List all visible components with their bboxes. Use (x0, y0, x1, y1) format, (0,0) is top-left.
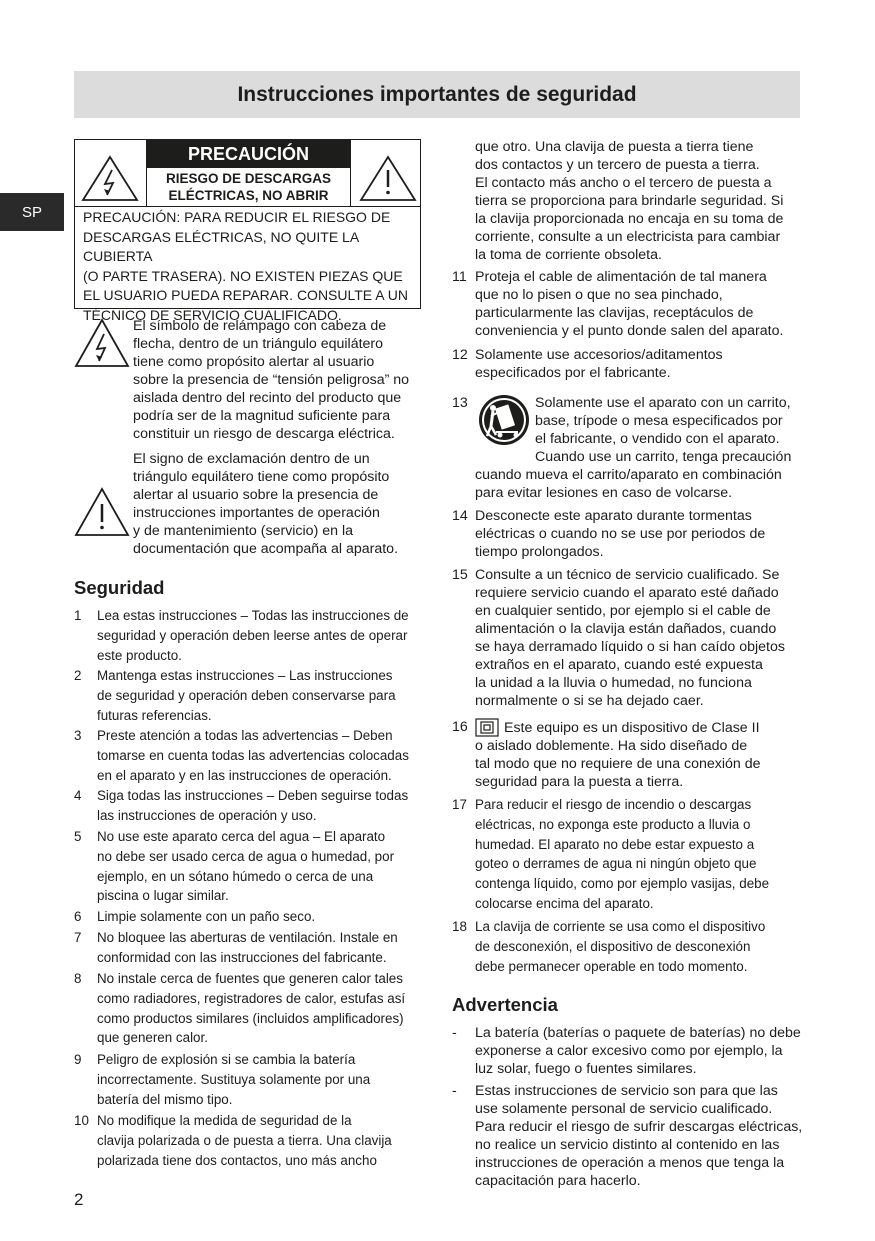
text-line: dos contactos y un tercero de puesta a tierra. (475, 157, 760, 173)
text-line: triángulo equilátero tiene como propósito (133, 469, 390, 485)
item-number: 16 (452, 719, 468, 735)
text-line: No modifique la medida de seguridad de la (97, 1113, 352, 1128)
text-line: colocarse encima del aparato. (475, 895, 654, 911)
text-line: El contacto más ancho o el tercero de puesta a (475, 175, 772, 191)
text-line: eléctricas, no exponga este producto a lluvia o (475, 816, 751, 832)
cart-warning-icon (478, 394, 530, 446)
text-line: ejemplo, en un sótano húmedo o cerca de una (97, 868, 374, 884)
item-number: 12 (452, 347, 468, 363)
text-line: aislada dentro del recinto del producto que (133, 390, 402, 406)
section-heading-advertencia: Advertencia (452, 994, 558, 1015)
item-number: 4 (74, 788, 82, 803)
list-item (452, 795, 812, 914)
caution-sub-line: RIESGO DE DESCARGAS (165, 171, 332, 186)
text-line: tierra se proporciona para brindarle seguridad. Si (475, 193, 784, 209)
text-line: incorrectamente. Sustituya solamente por una (97, 1071, 371, 1087)
text-line: no realice un servicio distinto al contenido en las (475, 1137, 780, 1153)
text-line: tiempo prolongados. (475, 544, 604, 560)
text-line: La clavija de corriente se usa como el dispositivo (475, 919, 766, 934)
text-line: corriente, consulte a un electricista para cambiar (475, 229, 781, 245)
item-10-continuation (475, 138, 805, 264)
item-number: 8 (74, 971, 82, 986)
item-number: 15 (452, 567, 468, 583)
text-line: alimentación o la clavija están dañados, cuando (475, 621, 777, 637)
text-line: se haya derramado líquido o si han caído objetos (475, 639, 785, 655)
item-number: 5 (74, 829, 82, 844)
language-tab: SP (0, 193, 64, 231)
seguridad-list (74, 606, 424, 1171)
section-heading-seguridad: Seguridad (74, 577, 165, 598)
list-item (452, 718, 812, 791)
text-line: la toma de corriente obsoleta. (475, 247, 662, 263)
text-line: Preste atención a todas las advertencias – Deben (97, 728, 393, 743)
text-line: Desconecte este aparato durante tormentas (475, 508, 752, 524)
text-line: seguridad para la puesta a tierra. (475, 774, 684, 790)
text-line: de seguridad y operación deben conservarse para (97, 687, 396, 703)
page-title: Instrucciones importantes de seguridad (74, 71, 800, 118)
text-line: Peligro de explosión si se cambia la batería (97, 1052, 356, 1067)
list-item (74, 1111, 424, 1171)
text-line: contenga líquido, como por ejemplo vasijas, debe (475, 876, 770, 892)
text-line: podría ser de la magnitud suficiente para (133, 408, 391, 424)
text-line: que otro. Una clavija de puesta a tierra tiene (475, 139, 754, 155)
text-line: en el aparato y en las instrucciones de operación. (97, 767, 392, 783)
caution-text (83, 208, 419, 326)
text-line: como productos similares (incluidos amplificadores) (97, 1010, 404, 1026)
item-number: 9 (74, 1052, 82, 1067)
text-line: en cualquier sentido, por ejemplo si el cable de (475, 603, 771, 619)
text-line: y de mantenimiento (servicio) en la (133, 523, 354, 539)
list-item (74, 827, 424, 907)
text-line: No instale cerca de fuentes que generen calor tales (97, 971, 403, 986)
text-line: batería del mismo tipo. (97, 1091, 233, 1107)
caution-line: DESCARGAS ELÉCTRICAS, NO QUITE LA CUBIERTA (83, 228, 359, 265)
text-line: que no lo pisen o que no sea pinchado, (475, 287, 723, 303)
text-line: la unidad a la lluvia o humedad, no funciona (475, 675, 752, 691)
text-line: de desconexión, el dispositivo de desconexión (475, 938, 751, 954)
list-item (452, 268, 812, 340)
caution-subheading (147, 168, 350, 206)
text-line: particularmente las clavijas, receptáculos de (475, 305, 754, 321)
text-line: cuando mueva el carrito/aparato en combinación (475, 467, 782, 483)
text-line: no debe ser usado cerca de agua o humedad, por (97, 848, 395, 864)
text-line: La batería (baterías o paquete de baterías) no debe (475, 1025, 801, 1041)
text-line: especificados por el fabricante. (475, 365, 671, 381)
list-item (74, 907, 424, 928)
text-line: documentación que acompaña al aparato. (133, 541, 399, 557)
item-number: 2 (74, 668, 82, 683)
item-number: 7 (74, 930, 82, 945)
list-item (74, 1050, 424, 1111)
text-line: clavija polarizada o de puesta a tierra. Una clavija (97, 1132, 392, 1148)
list-item (452, 346, 812, 382)
text-line: como radiadores, registradores de calor, estufas así (97, 990, 406, 1006)
text-line: sobre la presencia de “tensión peligrosa” no (133, 372, 410, 388)
warning-bullet (452, 1082, 812, 1190)
text-line: Consulte a un técnico de servicio cualificado. Se (475, 567, 780, 583)
exclamation-description (133, 450, 423, 558)
item-number: 3 (74, 728, 82, 743)
item-number: 1 (74, 608, 82, 623)
divider (75, 206, 420, 207)
text-line: El símbolo de relámpago con cabeza de (133, 318, 387, 334)
text-line: debe permanecer operable en todo momento. (475, 958, 748, 974)
text-line: que generen calor. (97, 1030, 208, 1046)
caution-line: (O PARTE TRASERA). NO EXISTEN PIEZAS QUE (83, 267, 403, 284)
text-line: Cuando use un carrito, tenga precaución (535, 449, 792, 465)
item-number: 6 (74, 909, 82, 924)
text-line: flecha, dentro de un triángulo equilátero (133, 336, 384, 352)
text-line: eléctricas o cuando no se use por periodos de (475, 526, 766, 542)
text-line: futuras referencias. (97, 707, 212, 723)
bullet-mark: - (452, 1025, 457, 1041)
text-line: o aislado doblemente. Ha sido diseñado de (475, 738, 748, 754)
list-item (452, 394, 812, 502)
text-line: conveniencia y el punto donde salen del aparato. (475, 323, 784, 339)
text-line: para evitar lesiones en caso de volcarse. (475, 485, 733, 501)
caution-line: EL USUARIO PUEDA REPARAR. CONSULTE A UN (83, 287, 408, 304)
exclamation-triangle-icon (74, 487, 130, 537)
divider (350, 140, 351, 206)
list-item (74, 928, 424, 969)
list-item (74, 666, 424, 726)
lightning-triangle-icon (74, 318, 130, 368)
text-line: alertar al usuario sobre la presencia de (133, 487, 379, 503)
text-line: humedad. El aparato no debe estar expuesto a (475, 836, 755, 852)
list-item (74, 726, 424, 786)
text-line: Lea estas instrucciones – Todas las instrucciones de (97, 608, 409, 623)
text-line: piscina o lugar similar. (97, 888, 229, 904)
text-line: instrucciones de operación a menos que tenga la (475, 1155, 785, 1171)
caution-sub-line: ELÉCTRICAS, NO ABRIR (168, 188, 329, 203)
text-line: El signo de exclamación dentro de un (133, 451, 370, 467)
item-number: 17 (452, 797, 467, 812)
list-item (452, 566, 812, 710)
text-line: Solamente use el aparato con un carrito, (535, 395, 791, 411)
text-line: exponerse a calor excesivo como por ejemplo, la (475, 1043, 783, 1059)
list-item (74, 969, 424, 1050)
text-line: tal modo que no requiere de una conexión de (475, 756, 761, 772)
lightning-triangle-icon (80, 154, 140, 202)
text-line: Mantenga estas instrucciones – Las instrucciones (97, 668, 393, 683)
item-number: 14 (452, 508, 468, 524)
text-line: tomarse en cuenta todas las advertencias colocadas (97, 747, 409, 763)
text-line: normalmente o si se ha dejado caer. (475, 693, 704, 709)
text-line: conformidad con las instrucciones del fabricante. (97, 949, 387, 965)
list-item (74, 606, 424, 666)
text-line: use solamente personal de servicio cualificado. (475, 1101, 773, 1117)
caution-line: PRECAUCIÓN: PARA REDUCIR EL RIESGO DE (83, 209, 391, 225)
lightning-description (133, 317, 423, 443)
caution-line: TÉCNICO DE SERVICIO CUALIFICADO. (83, 306, 342, 323)
caution-box (74, 139, 421, 323)
list-item (452, 507, 812, 561)
text-line: polarizada tiene dos contactos, uno más ancho (97, 1152, 377, 1168)
class-ii-icon (475, 718, 499, 737)
text-line: capacitación para hacerlo. (475, 1173, 641, 1189)
text-line: goteo o derrames de agua ni ningún objeto que (475, 856, 757, 872)
text-line: el fabricante, o vendido con el aparato. (535, 431, 780, 447)
text-line: Proteja el cable de alimentación de tal manera (475, 269, 767, 285)
text-line: seguridad y operación deben leerse antes de operar (97, 627, 408, 643)
text-line: constituir un riesgo de descarga eléctrica. (133, 426, 395, 442)
text-line: Limpie solamente con un paño seco. (97, 909, 316, 924)
item-number: 13 (452, 395, 468, 411)
text-line: Para reducir el riesgo de sufrir descargas eléctricas, (475, 1119, 803, 1135)
caution-heading: PRECAUCIÓN (147, 140, 350, 168)
text-line: este producto. (97, 647, 182, 663)
text-line: requiere servicio cuando el aparato esté dañado (475, 585, 779, 601)
text-line: la clavija proporcionada no encaja en su toma de (475, 211, 784, 227)
text-line: Solamente use accesorios/aditamentos (475, 347, 723, 363)
text-line: las instrucciones de operación y uso. (97, 807, 317, 823)
list-item (452, 917, 812, 976)
exclamation-triangle-icon (358, 154, 418, 202)
text-line: Para reducir el riesgo de incendio o descargas (475, 797, 752, 812)
bullet-mark: - (452, 1083, 457, 1099)
text-line: extraños en el aparato, cuando esté expuesta (475, 657, 763, 673)
text-line: base, trípode o mesa especificados por (535, 413, 783, 429)
item-number: 18 (452, 919, 467, 934)
text-line: Estas instrucciones de servicio son para que las (475, 1083, 778, 1099)
text-line: Este equipo es un dispositivo de Clase II (504, 719, 760, 736)
item-number: 11 (452, 269, 467, 285)
text-line: luz solar, fuego o fuentes similares. (475, 1061, 697, 1077)
page-number: 2 (74, 1190, 84, 1209)
text-line: tiene como propósito alertar al usuario (133, 354, 375, 370)
text-line: Siga todas las instrucciones – Deben seguirse todas (97, 788, 409, 803)
text-line: No use este aparato cerca del agua – El aparato (97, 829, 386, 844)
text-line: instrucciones importantes de operación (133, 505, 380, 521)
text-line: No bloquee las aberturas de ventilación. Instale en (97, 930, 398, 945)
list-item (74, 786, 424, 827)
item-number: 10 (74, 1113, 89, 1128)
warning-bullet (452, 1024, 812, 1078)
